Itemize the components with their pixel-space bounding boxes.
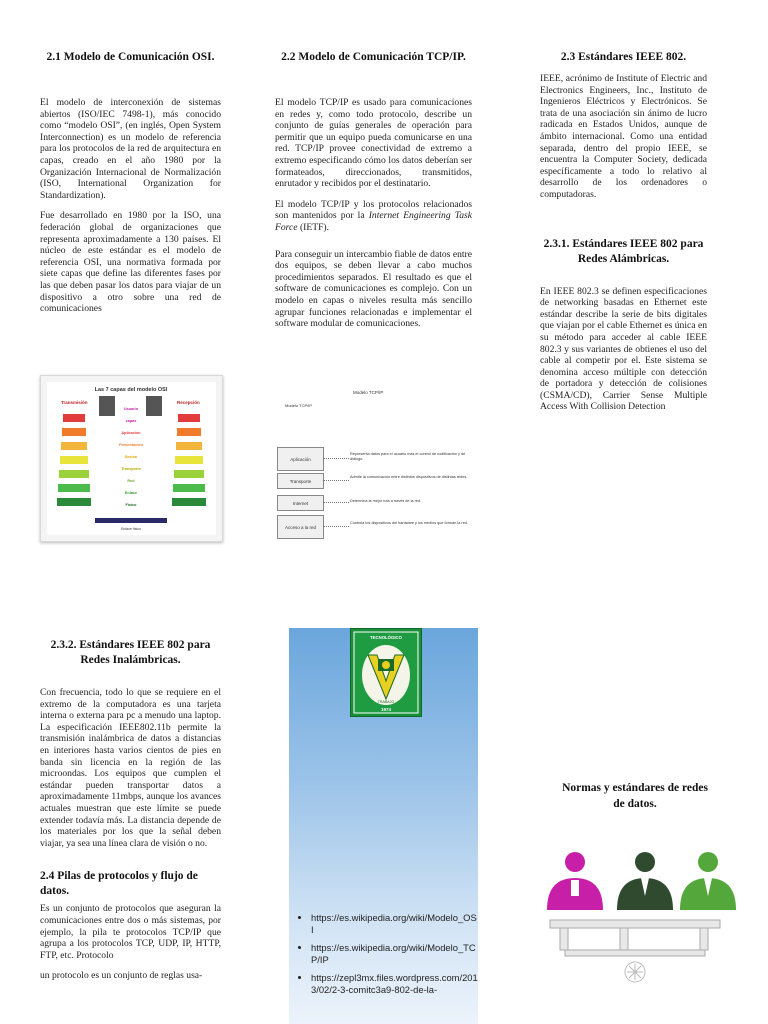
osi-paragraph-2: Fue desarrollado en 1980 por la ISO, una federación global de organizaciones que representa aproximadamente a 130 países. El núcleo de este estándar es el modelo de referencia OSI, una normativa formada por siete capas que define las diferentes fases por las que deben pasar los datos para viajar de un dispositivo a otro sobre una red de comunicaciones [40,210,221,315]
osi-stack-block [62,428,86,436]
wireless-paragraph: Con frecuencia, todo lo que se requiere en el extremo de la computadora es una tarjeta interna o externa para pc a menudo una laptop. La especificación IEEE802.11b permite la transmisión inalámbrica de datos a distancias en interiores hasta varios cientos de pies en banda sin licencia en la región de las microondas. Los equipos que cumplen el estándar pueden transportar datos a aproximadamente 11mbps, aunque los avances actuales muestran que este límite se puede extender todavía más. La distancia depende de los materiales por los que la señal deben viajar, ya sea una línea clara de visión o no. [40,687,221,849]
osi-transmit-label: Transmisión [61,400,88,405]
heading-wireless: 2.3.2. Estándares IEEE 802 para Redes Inalámbricas. [50,639,211,666]
heading-tcp: 2.2 Modelo de Comunicación TCP/IP. [281,51,466,63]
osi-stack-block [176,442,202,450]
tcp-layer-application: Aplicación [277,447,324,471]
osi-bottom-label: Enlace físico [121,527,141,531]
osi-stack-block [59,470,89,478]
tcp-paragraph-1: El modelo TCP/IP es usado para comunicaciones en redes y, como todo protocolo, describe un conjunto de guías generales de operación para permitir que un equipo pueda comunicarse en una red. TCP/IP provee conectividad de extremo a extremo especificando cómo los datos deberían ser formateados, direccionados, transmitidos, enrutador y recibidos por el destinatario. [275,97,472,190]
tcp-layer-transport-desc: Admite la comunicación entre distintos dispositivos de distintas redes. [350,475,468,479]
osi-stack-block [175,456,203,464]
osi-stack-block [61,442,87,450]
osi-layer-list [119,407,144,507]
osi-stack-block [57,498,91,506]
tcp-layer-internet: Internet [277,495,324,511]
osi-layer-label: Usuario [123,407,139,411]
osi-paragraph-1: El modelo de interconexión de sistemas abiertos (ISO/IEC 7498-1), más conocido como “modelo OSI”, (en inglés, Open System Interconnection) es un modelo de referencia para los protocolos de la red de arquitectura en capas, creado en el año 1980 por la Organización Internacional de Normalización (ISO, International Organization for Standardization). [40,97,221,201]
institute-logo [350,628,422,717]
column-1-lower [40,638,221,991]
wired-paragraph: En IEEE 802.3 se definen especificaciones de networking basadas en Ethernet este estándar describe la serie de bits digitales que viajan por el cable Ethernet es única en su método para acceder al cable IEEE 802.3 y sus variantes de obtienes el uso del cable al competir por el. Este sistema se denomina acceso múltiple con detección de portadora y detección de colisiones (CSMA/CD), Carrier Sense Multiple Access With Collision Detection [540,285,707,413]
stack-paragraph-2: un protocolo es un conjunto de reglas usa- [40,970,203,982]
osi-layer-label: Red [127,479,135,483]
osi-stack-block [58,484,90,492]
cover-title-block [560,780,710,812]
ietf-name: Internet Engineering Task Force [275,210,472,233]
tcp-layer-network-access-desc: Controla los dispositivos del hardware y los medios que forman la red. [350,521,468,525]
heading-ieee: 2.3 Estándares IEEE 802. [560,51,687,63]
tcp-paragraph-3: Para conseguir un intercambio fiable de datos entre dos equipos, se deben llevar a cabo muchos procedimientos separados. El resultado es que el software de comunicaciones es complejo. Con un modelo en capas o niveles resulta más sencillo agrupar funciones relacionadas e implementar el software modular de comunicaciones. [275,248,472,330]
reference-link[interactable]: • https://zepl3mx.files.wordpress.com/2013/02/2-3-comitc3a9-802-de-la- [311,972,478,996]
osi-transmit-stack [57,414,91,506]
osi-receive-label: Recepción [177,400,200,405]
osi-stack-block [174,470,204,478]
osi-layer-label: Aplicación [121,431,141,435]
osi-layer-label: Transporte [121,467,141,471]
emblem-icon [625,962,645,982]
osi-stack-block [178,414,200,422]
osi-stack-block [172,498,206,506]
logo-year: 1974 [380,707,392,712]
heading-protocol-stack: 2.4 Pilas de protocolos y flujo de datos. [40,870,198,898]
osi-layer-label: Presentación [119,443,143,447]
heading-wired: 2.3.1. Estándares IEEE 802 para Redes Alámbricas. [543,237,704,265]
person-icon [547,852,603,910]
column-3 [540,50,707,422]
heading-osi: 2.1 Modelo de Comunicación OSI. [46,51,215,63]
tcp-paragraph-2: El modelo TCP/IP y los protocolos relacionados son mantenidos por la Internet Engineering Task Force (IETF). [275,198,472,233]
osi-stack-block [173,484,205,492]
column-1 [40,50,221,324]
tcp-layer-application-desc: Representa datos para el usuario más el control de codificación y de diálogo. [350,452,466,461]
tcp-layers-figure [275,385,475,545]
reference-link[interactable]: • https://es.wikipedia.org/wiki/Modelo_OSI [311,912,478,936]
osi-physical-link [95,518,167,523]
podium-icon [550,920,720,956]
cover-title: Normas y estándares de redes de datos. [562,782,708,810]
osi-stack-block [63,414,85,422]
tcp-figure-title: Modelo TCP/IP [353,390,384,395]
osi-layer-label: Físico [125,503,137,507]
tcp-layer-internet-desc: Determina la mejor ruta a través de la red. [350,499,422,503]
logo-text-bottom: TRABAJO [377,700,395,704]
people-illustration [525,840,745,1000]
person-icon [99,396,162,416]
osi-layer-label: Sesión [124,455,138,459]
osi-stack-block [60,456,88,464]
person-icon [617,852,673,910]
tcp-figure-subtitle: Modelo TCP/IP [285,403,313,408]
osi-stack-block [177,428,201,436]
reference-link[interactable]: • https://es.wikipedia.org/wiki/Modelo_TCP/IP [311,942,478,966]
osi-receive-stack [172,414,206,506]
osi-layer-label: Enlace [124,491,138,495]
osi-figure-title: Las 7 capas del modelo OSI [94,387,168,393]
person-icon [680,852,736,910]
osi-layers-figure [40,375,223,542]
blue-panel [289,628,478,1024]
osi-layer-label: capas [125,419,137,423]
column-2 [275,50,472,339]
tcp-layer-network-access: Acceso a la red [277,515,324,539]
stack-paragraph-1: Es un conjunto de protocolos que aseguran la comunicaciones entre dos o más sistemas, por ejemplo, la pila te protocolos TCP/IP que agrupa a los protocolos TCP, UDP, IP, HTTP, FTP, etc. Protocolo [40,903,221,961]
logo-text-top: TECNOLÓGICO [370,635,402,640]
tcp-layer-transport: Transporte [277,473,324,489]
osi-layers-diagram [47,382,216,535]
references-list [289,912,478,1002]
ieee-paragraph: IEEE, acrónimo de Institute of Electric and Electronics Engineers, Inc., Instituto de Ingenieros Eléctricos y Electrónicos. Se trata de una asociación sin ánimo de lucro radicada en Estados Unidos, aunque de ámbito internacional. Como una entidad separada, dentro del propio IEEE, se encuentra la Computer Society, dedicada específicamente a todo lo relativo al desarrollo de los ordenadores o computadoras. [540,73,707,200]
